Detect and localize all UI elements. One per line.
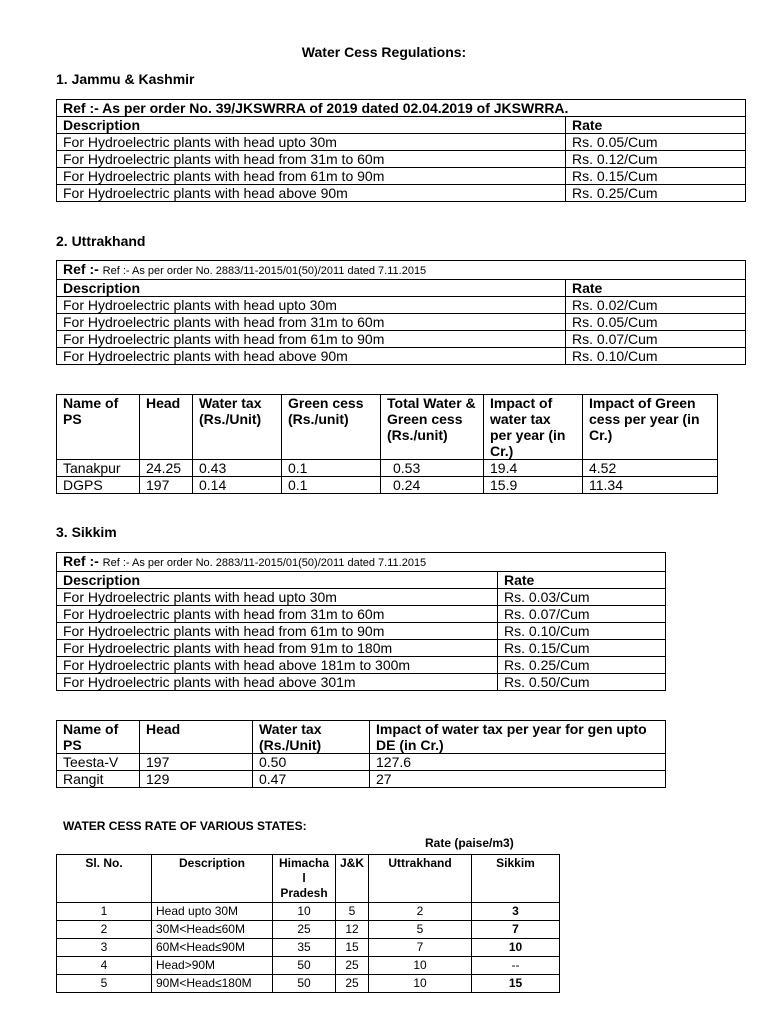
table-row — [57, 348, 746, 365]
cell: For Hydroelectric plants with head from 31m to 60m — [57, 151, 566, 168]
cell: 15 — [336, 939, 369, 957]
cell: Teesta-V — [57, 754, 140, 771]
cell: 90M<Head≤180M — [152, 975, 273, 993]
uk-ps-header: Total Water & Green cess (Rs./unit) — [381, 395, 484, 460]
states-rate-table — [56, 854, 560, 993]
sk-ps-header: Name of PS — [57, 721, 140, 754]
table-row — [57, 297, 746, 314]
table-row — [57, 589, 666, 606]
table-row — [57, 314, 746, 331]
table-row — [57, 151, 746, 168]
cell: 0.47 — [253, 771, 370, 788]
cell: 5 — [57, 975, 152, 993]
cell: 15.9 — [484, 477, 583, 494]
cell: For Hydroelectric plants with head above 90m — [57, 185, 566, 202]
cell: For Hydroelectric plants with head from 61m to 90m — [57, 623, 498, 640]
states-header: Description — [152, 855, 273, 903]
uk-ps-header: Impact of water tax per year (in Cr.) — [484, 395, 583, 460]
uk-header-rate: Rate — [566, 280, 746, 297]
states-header: Uttrakhand — [369, 855, 472, 903]
sk-ps-header: Water tax (Rs./Unit) — [253, 721, 370, 754]
cell: 127.6 — [370, 754, 666, 771]
sk-ps-table — [56, 720, 666, 788]
table-row — [57, 640, 666, 657]
sk-ps-header: Head — [140, 721, 253, 754]
cell: Rs. 0.25/Cum — [566, 185, 746, 202]
cell: Rs. 0.07/Cum — [566, 331, 746, 348]
cell: For Hydroelectric plants with head upto 30m — [57, 297, 566, 314]
uk-header-description: Description — [57, 280, 566, 297]
cell: Head upto 30M — [152, 903, 273, 921]
cell: For Hydroelectric plants with head above 301m — [57, 674, 498, 691]
section-heading-sk: 3. Sikkim — [56, 524, 117, 540]
cell: Rs. 0.25/Cum — [498, 657, 666, 674]
cell: 12 — [336, 921, 369, 939]
uk-ps-header: Water tax (Rs./Unit) — [193, 395, 282, 460]
table-row — [57, 921, 560, 939]
cell: Rs. 0.10/Cum — [498, 623, 666, 640]
table-row — [57, 185, 746, 202]
sk-rate-table — [56, 552, 666, 691]
cell: 24.25 — [140, 460, 193, 477]
cell: 0.1 — [282, 460, 381, 477]
sk-ref — [57, 553, 666, 572]
cell: Rs. 0.07/Cum — [498, 606, 666, 623]
cell: Head>90M — [152, 957, 273, 975]
cell: 0.24 — [381, 477, 484, 494]
uk-ps-header: Head — [140, 395, 193, 460]
cell: Rs. 0.50/Cum — [498, 674, 666, 691]
cell: 0.14 — [193, 477, 282, 494]
cell: 50 — [273, 975, 336, 993]
cell: For Hydroelectric plants with head upto 30m — [57, 134, 566, 151]
table-row — [57, 168, 746, 185]
cell: 197 — [140, 477, 193, 494]
cell: Rs. 0.10/Cum — [566, 348, 746, 365]
cell: -- — [472, 957, 560, 975]
cell: 30M<Head≤60M — [152, 921, 273, 939]
table-row — [57, 754, 666, 771]
cell: Tanakpur — [57, 460, 140, 477]
cell: 4.52 — [583, 460, 718, 477]
cell: Rs. 0.15/Cum — [566, 168, 746, 185]
uk-ps-header: Impact of Green cess per year (in Cr.) — [583, 395, 718, 460]
cell: 10 — [472, 939, 560, 957]
cell: DGPS — [57, 477, 140, 494]
cell: For Hydroelectric plants with head upto 30m — [57, 589, 498, 606]
sk-ref-label: Ref :- — [63, 553, 99, 569]
table-row — [57, 975, 560, 993]
table-row — [57, 460, 718, 477]
table-row — [57, 606, 666, 623]
cell: 11.34 — [583, 477, 718, 494]
uk-ref-label: Ref :- — [63, 261, 99, 277]
section-heading-uk: 2. Uttrakhand — [56, 233, 146, 249]
cell: For Hydroelectric plants with head from 31m to 60m — [57, 606, 498, 623]
cell: For Hydroelectric plants with head from 91m to 180m — [57, 640, 498, 657]
states-header: Sl. No. — [57, 855, 152, 903]
uk-ps-header: Name of PS — [57, 395, 140, 460]
cell: 5 — [369, 921, 472, 939]
cell: 5 — [336, 903, 369, 921]
table-row — [57, 657, 666, 674]
cell: 0.50 — [253, 754, 370, 771]
sk-header-description: Description — [57, 572, 498, 589]
cell: 2 — [57, 921, 152, 939]
cell: 197 — [140, 754, 253, 771]
cell: For Hydroelectric plants with head from 61m to 90m — [57, 331, 566, 348]
cell: 50 — [273, 957, 336, 975]
cell: Rs. 0.15/Cum — [498, 640, 666, 657]
cell: For Hydroelectric plants with head above 181m to 300m — [57, 657, 498, 674]
cell: Rs. 0.12/Cum — [566, 151, 746, 168]
cell: 0.53 — [381, 460, 484, 477]
table-row — [57, 903, 560, 921]
states-header: J&K — [336, 855, 369, 903]
cell: 25 — [273, 921, 336, 939]
sk-header-rate: Rate — [498, 572, 666, 589]
cell: 60M<Head≤90M — [152, 939, 273, 957]
states-header: Sikkim — [472, 855, 560, 903]
table-row — [57, 477, 718, 494]
cell: 35 — [273, 939, 336, 957]
cell: 19.4 — [484, 460, 583, 477]
cell: For Hydroelectric plants with head from 31m to 60m — [57, 314, 566, 331]
cell: Rs. 0.05/Cum — [566, 134, 746, 151]
uk-ps-header: Green cess (Rs./unit) — [282, 395, 381, 460]
table-row — [57, 771, 666, 788]
cell: 25 — [336, 975, 369, 993]
cell: 15 — [472, 975, 560, 993]
uk-rate-table — [56, 260, 746, 365]
jk-rate-table — [56, 99, 746, 202]
uk-ref — [57, 261, 746, 280]
cell: Rs. 0.05/Cum — [566, 314, 746, 331]
section-heading-jk: 1. Jammu & Kashmir — [56, 71, 195, 87]
table-row — [57, 623, 666, 640]
cell: Rs. 0.03/Cum — [498, 589, 666, 606]
cell: Rangit — [57, 771, 140, 788]
table-row — [57, 331, 746, 348]
page-title: Water Cess Regulations: — [301, 44, 467, 60]
states-heading: WATER CESS RATE OF VARIOUS STATES: — [63, 819, 307, 833]
cell: 25 — [336, 957, 369, 975]
uk-ref-text: Ref :- As per order No. 2883/11-2015/01(50)/2011 dated 7.11.2015 — [102, 265, 427, 277]
cell: 2 — [369, 903, 472, 921]
sk-ps-header: Impact of water tax per year for gen upto DE (in Cr.) — [370, 721, 666, 754]
cell: 10 — [369, 975, 472, 993]
cell: 0.43 — [193, 460, 282, 477]
cell: 3 — [472, 903, 560, 921]
cell: 10 — [273, 903, 336, 921]
states-unit: Rate (paise/m3) — [425, 836, 514, 850]
table-row — [57, 939, 560, 957]
table-row — [57, 674, 666, 691]
cell: 7 — [369, 939, 472, 957]
table-row — [57, 134, 746, 151]
cell: 4 — [57, 957, 152, 975]
cell: 0.1 — [282, 477, 381, 494]
cell: For Hydroelectric plants with head above 90m — [57, 348, 566, 365]
table-row — [57, 957, 560, 975]
sk-ref-text: Ref :- As per order No. 2883/11-2015/01(50)/2011 dated 7.11.2015 — [102, 557, 427, 569]
states-header: Himacha l Pradesh — [273, 855, 336, 903]
cell: Rs. 0.02/Cum — [566, 297, 746, 314]
cell: 7 — [472, 921, 560, 939]
cell: 129 — [140, 771, 253, 788]
cell: 10 — [369, 957, 472, 975]
uk-ps-table — [56, 394, 718, 494]
jk-header-rate: Rate — [566, 117, 746, 134]
cell: 27 — [370, 771, 666, 788]
jk-ref: Ref :- As per order No. 39/JKSWRRA of 2019 dated 02.04.2019 of JKSWRRA. — [57, 100, 746, 117]
cell: 3 — [57, 939, 152, 957]
cell: 1 — [57, 903, 152, 921]
cell: For Hydroelectric plants with head from 61m to 90m — [57, 168, 566, 185]
jk-header-description: Description — [57, 117, 566, 134]
